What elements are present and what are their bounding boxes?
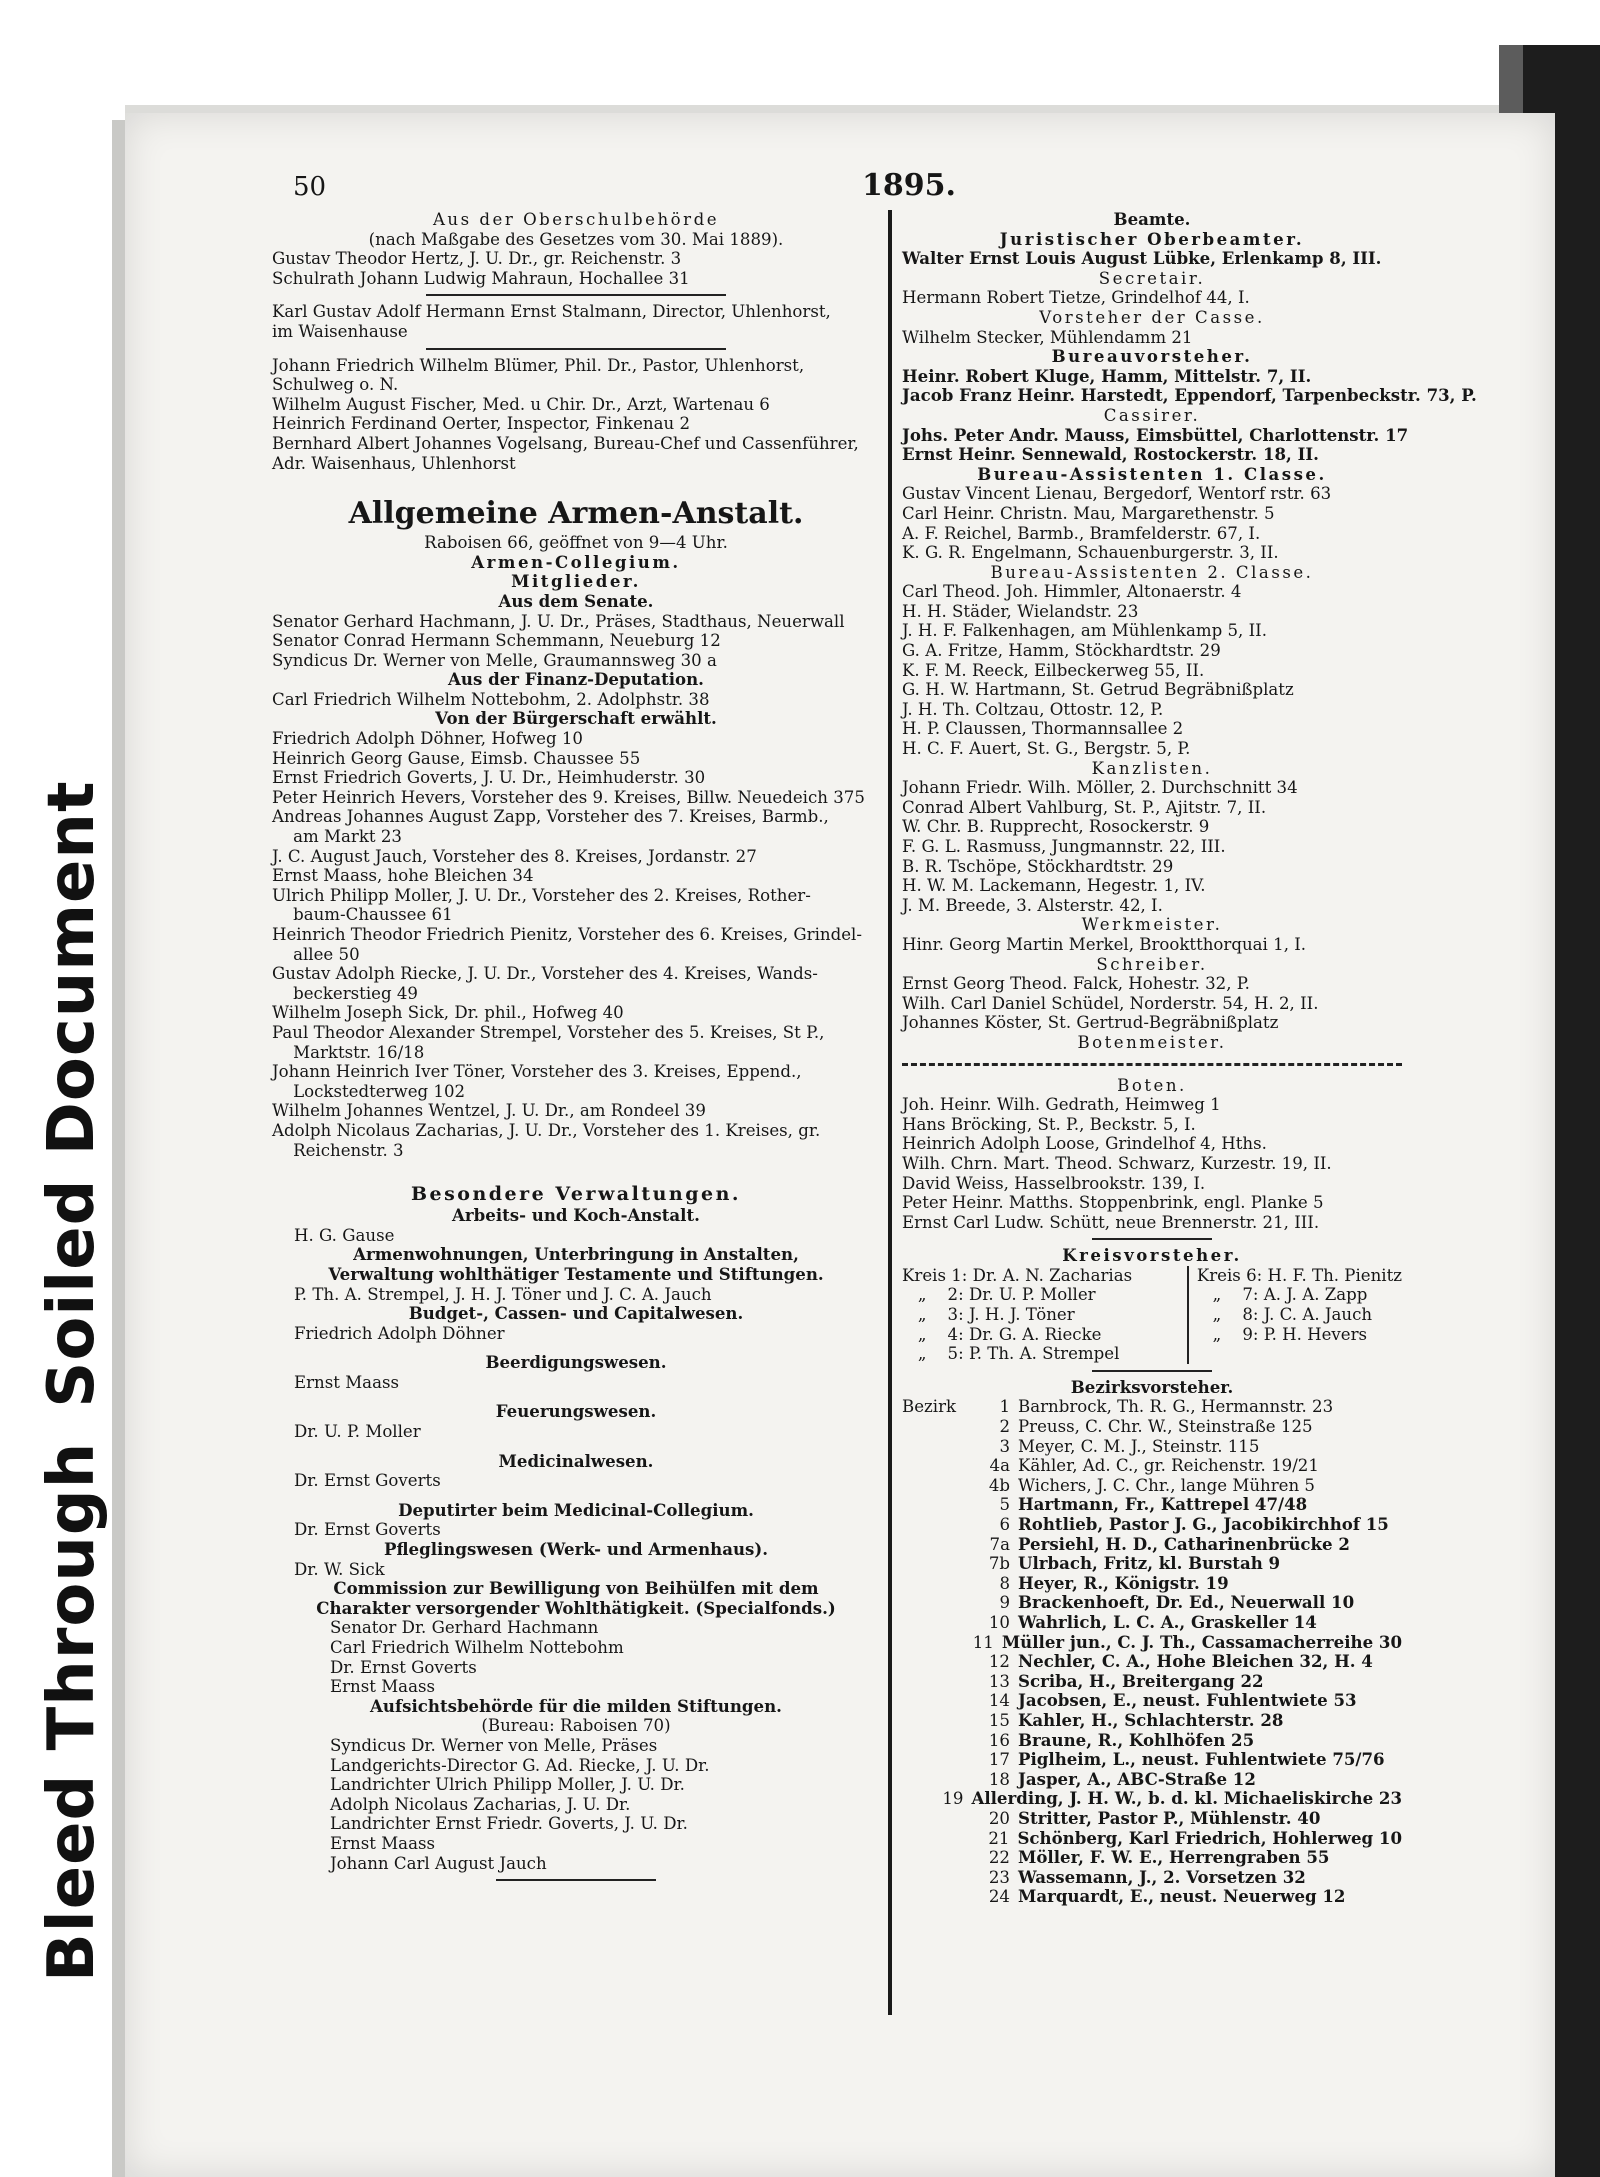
list-item: F. G. L. Rasmuss, Jungmannstr. 22, III. <box>902 837 1226 856</box>
list-item: Ernst Maass <box>330 1833 435 1853</box>
section-heading: Arbeits- und Koch-Anstalt. <box>452 1205 700 1226</box>
section-heading: Kreisvorsteher. <box>1062 1245 1242 1266</box>
list-item: Hans Bröcking, St. P., Beckstr. 5, I. <box>902 1114 1196 1134</box>
bezirk-label <box>902 1750 964 1770</box>
bezirk-label <box>902 1613 964 1633</box>
bezirk-list <box>902 1397 1402 1906</box>
list <box>272 1618 880 1696</box>
list-item: Conrad Albert Vahlburg, St. P., Ajitstr. 7, II. <box>902 797 1267 817</box>
bezirk-label <box>902 1731 964 1751</box>
bezirk-number: 3 <box>999 1436 1010 1456</box>
bezirk-row <box>902 1691 1402 1711</box>
list-item: Reichenstr. 3 <box>272 1140 404 1160</box>
bezirk-row <box>902 1456 1402 1476</box>
address-line: Raboisen 66, geöffnet von 9—4 Uhr. <box>424 533 728 553</box>
list-item: J. M. Breede, 3. Alsterstr. 42, I. <box>902 895 1163 915</box>
bezirk-label <box>902 1535 964 1555</box>
list-item: Ernst Carl Ludw. Schütt, neue Brennerstr. 21, III. <box>902 1212 1320 1232</box>
bezirk-row <box>902 1652 1402 1672</box>
text-line: Hinr. Georg Martin Merkel, Brooktthorquai 1, I. <box>902 934 1307 954</box>
bezirk-label <box>902 1809 964 1829</box>
list-item: H. P. Claussen, Thormannsallee 2 <box>902 719 1184 739</box>
bezirk-entry: Brackenhoeft, Dr. Ed., Neuerwall 10 <box>1018 1592 1355 1613</box>
list-item: Johann Friedr. Wilh. Möller, 2. Durchschnitt 34 <box>902 778 1298 798</box>
list-item: Syndicus Dr. Werner von Melle, Graumannsweg 30 a <box>272 650 717 670</box>
list <box>902 1266 1189 1364</box>
bezirk-entry: Scriba, H., Breitergang 22 <box>1018 1670 1264 1691</box>
column-divider <box>888 210 892 2015</box>
list-item: Ernst Friedrich Goverts, J. U. Dr., Heimhuderstr. 30 <box>272 768 706 788</box>
list-item: K. F. M. Reeck, Eilbeckerweg 55, II. <box>902 660 1205 680</box>
section-heading: Pfleglingswesen (Werk- und Armenhaus). <box>384 1539 768 1560</box>
list <box>902 582 1402 758</box>
list-item: Johann Friedrich Wilhelm Blümer, Phil. Dr., Pastor, Uhlenhorst, <box>272 355 805 375</box>
section-heading: Beamte. <box>1113 209 1191 229</box>
text-line: H. G. Gause <box>294 1225 395 1245</box>
list-item: Adolph Nicolaus Zacharias, J. U. Dr., Vorsteher des 1. Kreises, gr. <box>272 1120 821 1140</box>
bezirk-row <box>902 1789 1402 1809</box>
bezirk-number: 1 <box>999 1397 1010 1417</box>
list <box>272 1736 880 1873</box>
dashed-rule <box>902 1063 1402 1066</box>
bezirk-number: 4a <box>989 1456 1010 1476</box>
list-item: Senator Conrad Hermann Schemmann, Neueburg 12 <box>272 631 721 651</box>
bezirk-entry: Braune, R., Kohlhöfen 25 <box>1018 1729 1255 1750</box>
list-item: Bernhard Albert Johannes Vogelsang, Bureau-Chef und Cassenführer, <box>272 433 859 453</box>
list-item: Marktstr. 16/18 <box>272 1042 425 1062</box>
bezirk-label <box>902 1770 964 1790</box>
bezirk-row <box>902 1848 1402 1868</box>
bezirk-label <box>902 1593 964 1613</box>
bezirk-number: 16 <box>988 1730 1010 1750</box>
list-item: am Markt 23 <box>272 827 402 847</box>
list-item: Gustav Theodor Hertz, J. U. Dr., gr. Reichenstr. 3 <box>272 249 682 269</box>
stamp-soiled-document: Soiled Document <box>35 780 109 1408</box>
section-heading: Aus der Oberschulbehörde <box>432 210 720 229</box>
section-heading: Bureau-Assistenten 2. Classe. <box>990 562 1314 582</box>
bezirk-row <box>902 1574 1402 1594</box>
scan-quality-stamp <box>35 382 125 1982</box>
list-item: „ 9: P. H. Hevers <box>1196 1324 1368 1344</box>
bezirk-number: 22 <box>988 1848 1010 1868</box>
bezirk-number: 20 <box>988 1808 1010 1828</box>
bezirk-label <box>902 1691 964 1711</box>
list <box>902 1095 1402 1232</box>
section-heading: Deputirter beim Medicinal-Collegium. <box>398 1499 754 1520</box>
list-item: beckerstieg 49 <box>272 983 418 1003</box>
text-line: Dr. W. Sick <box>294 1559 385 1579</box>
section-heading: Juristischer Oberbeamter. <box>999 228 1305 249</box>
list-item: K. G. R. Engelmann, Schauenburgerstr. 3, II. <box>902 543 1279 563</box>
bezirk-row <box>902 1437 1402 1457</box>
list-item: G. H. W. Hartmann, St. Getrud Begräbnißplatz <box>902 680 1294 700</box>
list-item: Ulrich Philipp Moller, J. U. Dr., Vorsteher des 2. Kreises, Rother- <box>272 885 811 905</box>
bezirk-row <box>902 1633 1402 1653</box>
list-item: B. R. Tschöpe, Stöckhardtstr. 29 <box>902 856 1174 876</box>
bezirk-entry: Möller, F. W. E., Herrengraben 55 <box>1018 1847 1330 1868</box>
list-item: Peter Heinrich Hevers, Vorsteher des 9. Kreises, Billw. Neuedeich 375 <box>272 787 865 807</box>
rule <box>426 348 726 350</box>
bezirk-label <box>902 1829 964 1849</box>
text-line: Hermann Robert Tietze, Grindelhof 44, I. <box>902 288 1250 308</box>
list-item: Senator Dr. Gerhard Hachmann <box>330 1618 599 1638</box>
text-line: Ernst Maass <box>294 1372 399 1392</box>
bezirk-row <box>902 1711 1402 1731</box>
list-item: Schulrath Johann Ludwig Mahraun, Hochallee 31 <box>272 268 690 288</box>
section-heading: Charakter versorgender Wohlthätigkeit. (Specialfonds.) <box>316 1597 836 1618</box>
bezirk-label <box>902 1515 964 1535</box>
section-heading: Aus der Finanz-Deputation. <box>448 669 704 690</box>
page-number: 50 <box>293 172 327 202</box>
list-item: Kreis 6: H. F. Th. Pienitz <box>1196 1265 1402 1285</box>
list <box>1189 1266 1402 1364</box>
text-line: P. Th. A. Strempel, J. H. J. Töner und J. C. A. Jauch <box>294 1284 712 1304</box>
bezirk-entry: Müller jun., C. J. Th., Cassamacherreihe 30 <box>1001 1631 1402 1652</box>
list-item: A. F. Reichel, Barmb., Bramfelderstr. 67, I. <box>902 523 1261 543</box>
list-item: Karl Gustav Adolf Hermann Ernst Stalmann, Director, Uhlenhorst, <box>272 302 831 322</box>
list-item: im Waisenhause <box>272 321 408 341</box>
bezirk-entry: Jacobsen, E., neust. Fuhlentwiete 53 <box>1018 1690 1357 1711</box>
list-item: Landrichter Ulrich Philipp Moller, J. U. Dr. <box>330 1775 685 1795</box>
list-item: David Weiss, Hasselbrookstr. 139, I. <box>902 1173 1206 1193</box>
bezirk-number: 21 <box>988 1828 1010 1848</box>
list-item: J. H. F. Falkenhagen, am Mühlenkamp 5, II. <box>902 621 1267 641</box>
bezirk-entry: Kahler, H., Schlachterstr. 28 <box>1018 1709 1284 1730</box>
list-item: Heinrich Theodor Friedrich Pienitz, Vorsteher des 6. Kreises, Grindel- <box>272 925 862 944</box>
section-heading: Bureauvorsteher. <box>1051 346 1253 367</box>
bezirk-number: 14 <box>988 1691 1010 1711</box>
bezirk-label <box>902 1633 955 1653</box>
bezirk-entry: Wahrlich, L. C. A., Graskeller 14 <box>1018 1611 1317 1632</box>
rule <box>1092 1238 1212 1240</box>
text-line: Dr. Ernst Goverts <box>294 1471 441 1491</box>
section-heading: Secretair. <box>1098 268 1206 288</box>
section-subheading: (nach Maßgabe des Gesetzes vom 30. Mai 1889). <box>368 229 784 249</box>
list-item: Kreis 1: Dr. A. N. Zacharias <box>902 1265 1133 1285</box>
section-heading: Schreiber. <box>1096 954 1208 974</box>
list-item: Heinr. Robert Kluge, Hamm, Mittelstr. 7, II. <box>902 365 1312 386</box>
bezirk-row <box>902 1809 1402 1829</box>
bezirk-label <box>902 1495 964 1515</box>
list-item: Adolph Nicolaus Zacharias, J. U. Dr. <box>330 1794 631 1814</box>
bezirk-row <box>902 1535 1402 1555</box>
list <box>902 484 1402 562</box>
bezirk-entry: Wichers, J. C. Chr., lange Mühren 5 <box>1018 1475 1315 1495</box>
bezirk-entry: Piglheim, L., neust. Fuhlentwiete 75/76 <box>1018 1749 1385 1770</box>
list-item: Paul Theodor Alexander Strempel, Vorsteher des 5. Kreises, St P., <box>272 1022 825 1042</box>
list-item: Senator Gerhard Hachmann, J. U. Dr., Präses, Stadthaus, Neuerwall <box>272 611 845 631</box>
list-item: H. H. Städer, Wielandstr. 23 <box>902 601 1139 621</box>
list-item: Wilhelm Joseph Sick, Dr. phil., Hofweg 40 <box>272 1003 624 1023</box>
bezirk-row <box>902 1613 1402 1633</box>
bezirk-number: 19 <box>942 1789 964 1809</box>
section-heading: Armenwohnungen, Unterbringung in Anstalten, <box>353 1244 799 1265</box>
list-item: Heinrich Ferdinand Oerter, Inspector, Finkenau 2 <box>272 414 691 434</box>
bezirk-number: 18 <box>988 1769 1010 1789</box>
bezirk-label <box>902 1554 964 1574</box>
list-item: baum-Chaussee 61 <box>272 905 453 925</box>
bezirk-entry: Marquardt, E., neust. Neuerweg 12 <box>1018 1886 1346 1907</box>
list-item: Jacob Franz Heinr. Harstedt, Eppendorf, Tarpenbeckstr. 73, P. <box>902 385 1477 406</box>
list <box>272 612 880 671</box>
bezirk-row <box>902 1672 1402 1692</box>
list <box>902 424 1409 465</box>
bezirk-label <box>902 1417 964 1437</box>
list-item: Carl Theod. Joh. Himmler, Altonaerstr. 4 <box>902 582 1242 602</box>
bezirk-row <box>902 1750 1402 1770</box>
bezirk-entry: Jasper, A., ABC-Straße 12 <box>1018 1768 1256 1789</box>
list-item: Heinrich Georg Gause, Eimsb. Chaussee 55 <box>272 748 641 768</box>
list-item: Carl Heinr. Christn. Mau, Margarethenstr. 5 <box>902 503 1275 523</box>
list-item: allee 50 <box>272 944 360 964</box>
list-item: Ernst Heinr. Sennewald, Rostockerstr. 18, II. <box>902 444 1319 465</box>
bezirk-number: 23 <box>988 1867 1010 1887</box>
section-heading: Commission zur Bewilligung von Beihülfen mit dem <box>333 1578 819 1599</box>
bezirk-row <box>902 1887 1402 1907</box>
list-item: Friedrich Adolph Döhner, Hofweg 10 <box>272 729 583 749</box>
bezirk-row <box>902 1476 1402 1496</box>
list-item: Adr. Waisenhaus, Uhlenhorst <box>272 453 516 473</box>
bezirk-label <box>902 1476 964 1496</box>
bezirk-number: 9 <box>999 1593 1010 1613</box>
bezirk-number: 8 <box>999 1573 1010 1593</box>
list-item: Wilh. Carl Daniel Schüdel, Norderstr. 54, H. 2, II. <box>902 993 1319 1013</box>
section-heading: Besondere Verwaltungen. <box>410 1183 742 1206</box>
list-item: G. A. Fritze, Hamm, Stöckhardtstr. 29 <box>902 641 1221 661</box>
section-heading: Budget-, Cassen- und Capitalwesen. <box>408 1303 744 1324</box>
section-heading: Werkmeister. <box>1081 915 1223 935</box>
bezirk-number: 6 <box>999 1515 1010 1534</box>
section-heading: Beerdigungswesen. <box>485 1352 667 1373</box>
scan-border-top <box>0 0 1600 45</box>
bezirk-entry: Stritter, Pastor P., Mühlenstr. 40 <box>1018 1807 1321 1828</box>
list-item: Joh. Heinr. Wilh. Gedrath, Heimweg 1 <box>902 1095 1221 1115</box>
bezirk-number: 24 <box>988 1887 1010 1907</box>
bezirk-label <box>902 1868 964 1888</box>
section-heading: Armen-Collegium. <box>471 551 681 572</box>
list-item: W. Chr. B. Rupprecht, Rosockerstr. 9 <box>902 817 1210 837</box>
section-heading: Kanzlisten. <box>1091 758 1213 778</box>
bezirk-entry: Kähler, Ad. C., gr. Reichenstr. 19/21 <box>1018 1456 1319 1476</box>
bezirk-number: 12 <box>988 1652 1010 1672</box>
bezirk-entry: Hartmann, Fr., Kattrepel 47/48 <box>1018 1494 1308 1515</box>
section-heading: Verwaltung wohlthätiger Testamente und Stiftungen. <box>328 1263 824 1284</box>
list-item: H. W. M. Lackemann, Hegestr. 1, IV. <box>902 876 1206 896</box>
list-item: „ 2: Dr. U. P. Moller <box>902 1285 1096 1305</box>
list-item: Landrichter Ernst Friedr. Goverts, J. U. Dr. <box>330 1814 688 1834</box>
bezirk-entry: Ulrbach, Fritz, kl. Burstah 9 <box>1018 1553 1281 1574</box>
list-item: Gustav Adolph Riecke, J. U. Dr., Vorsteher des 4. Kreises, Wands- <box>272 964 818 984</box>
list-item: Johannes Köster, St. Gertrud-Begräbnißplatz <box>902 1013 1279 1033</box>
text-line: Dr. Ernst Goverts <box>294 1520 441 1540</box>
list-item: J. H. Th. Coltzau, Ottostr. 12, P. <box>902 699 1164 719</box>
bezirk-row <box>902 1829 1402 1849</box>
section-heading: Botenmeister. <box>1077 1032 1227 1052</box>
bezirk-entry: Meyer, C. M. J., Steinstr. 115 <box>1018 1436 1260 1456</box>
bezirk-number: 4b <box>988 1475 1010 1495</box>
text-line: Carl Friedrich Wilhelm Nottebohm, 2. Adolphstr. 38 <box>272 689 710 709</box>
list-item: H. C. F. Auert, St. G., Bergstr. 5, P. <box>902 739 1191 759</box>
list-item: Syndicus Dr. Werner von Melle, Präses <box>330 1735 658 1755</box>
list-item: „ 4: Dr. G. A. Riecke <box>902 1324 1102 1344</box>
text-line: Friedrich Adolph Döhner <box>294 1323 505 1343</box>
bezirk-label <box>902 1789 937 1809</box>
list-item: Lockstedterweg 102 <box>272 1081 466 1101</box>
list-item: Gustav Vincent Lienau, Bergedorf, Wentorf rstr. 63 <box>902 484 1332 504</box>
section-heading: Von der Bürgerschaft erwählt. <box>435 708 717 729</box>
left-column <box>272 210 880 1887</box>
section-heading: Bureau-Assistenten 1. Classe. <box>977 463 1327 484</box>
right-column <box>902 209 1477 1907</box>
bezirk-row <box>902 1417 1402 1437</box>
rule <box>426 294 726 296</box>
bezirk-number: 7a <box>989 1534 1010 1554</box>
list-item: Wilhelm August Fischer, Med. u Chir. Dr., Arzt, Wartenau 6 <box>272 394 770 414</box>
section-heading: Bezirksvorsteher. <box>1070 1376 1234 1397</box>
list-item: Johs. Peter Andr. Mauss, Eimsbüttel, Charlottenstr. 17 <box>902 424 1409 445</box>
bezirk-number: 5 <box>999 1495 1010 1515</box>
bezirk-entry: Rohtlieb, Pastor J. G., Jacobikirchhof 15 <box>1018 1514 1389 1534</box>
section-heading: Vorsteher der Casse. <box>1039 307 1265 327</box>
bezirk-row <box>902 1868 1402 1888</box>
text-line: Wilhelm Stecker, Mühlendamm 21 <box>902 327 1193 347</box>
list-item: Landgerichts-Director G. Ad. Riecke, J. U. Dr. <box>330 1755 710 1775</box>
bezirk-label <box>902 1437 964 1457</box>
bezirk-label <box>902 1711 964 1731</box>
section-heading: Cassirer. <box>1103 405 1201 425</box>
bezirk-number: 10 <box>988 1612 1010 1632</box>
list <box>902 778 1402 915</box>
list-item: J. C. August Jauch, Vorsteher des 8. Kreises, Jordanstr. 27 <box>272 846 757 866</box>
list <box>272 729 880 1160</box>
bezirk-label <box>902 1652 964 1672</box>
list <box>272 302 880 341</box>
bezirk-label <box>902 1456 964 1476</box>
list-item: „ 5: P. Th. A. Strempel <box>902 1344 1120 1364</box>
bezirk-entry: Heyer, R., Königstr. 19 <box>1018 1572 1229 1593</box>
list-item: „ 8: J. C. A. Jauch <box>1196 1305 1373 1325</box>
list-item: Carl Friedrich Wilhelm Nottebohm <box>330 1638 624 1657</box>
list-item: „ 7: A. J. A. Zapp <box>1196 1285 1368 1305</box>
list-item: Dr. Ernst Goverts <box>330 1657 477 1677</box>
bezirk-number: 17 <box>988 1750 1010 1770</box>
bezirk-number: 13 <box>988 1671 1010 1691</box>
section-heading: Aufsichtsbehörde für die milden Stiftungen. <box>370 1695 782 1716</box>
rule <box>496 1879 656 1881</box>
list-item: „ 3: J. H. J. Töner <box>902 1305 1075 1325</box>
bezirk-entry: Schönberg, Karl Friedrich, Hohlerweg 10 <box>1017 1827 1402 1848</box>
rule <box>1092 1370 1212 1372</box>
list-item: Wilh. Chrn. Mart. Theod. Schwarz, Kurzestr. 19, II. <box>902 1153 1332 1173</box>
list-item: Heinrich Adolph Loose, Grindelhof 4, Hths. <box>902 1134 1267 1154</box>
bezirk-label <box>902 1887 964 1907</box>
list-item: Andreas Johannes August Zapp, Vorsteher des 7. Kreises, Barmb., <box>272 807 829 827</box>
bezirk-number: 7b <box>988 1554 1010 1574</box>
bezirk-row <box>902 1731 1402 1751</box>
list-item: Schulweg o. N. <box>272 375 399 395</box>
bezirk-number: 2 <box>999 1417 1010 1437</box>
kreis-table <box>902 1266 1402 1364</box>
list-item: Ernst Georg Theod. Falck, Hohestr. 32, P. <box>902 974 1250 994</box>
bezirk-number: 15 <box>988 1710 1010 1730</box>
bezirk-entry: Persiehl, H. D., Catharinenbrücke 2 <box>1018 1533 1350 1554</box>
section-heading: Aus dem Senate. <box>498 590 654 611</box>
bezirk-row <box>902 1515 1402 1535</box>
bezirk-entry: Nechler, C. A., Hohe Bleichen 32, H. 4 <box>1018 1651 1373 1672</box>
text-line: Walter Ernst Louis August Lübke, Erlenkamp 8, III. <box>902 248 1382 269</box>
section-heading: Medicinalwesen. <box>498 1450 654 1471</box>
bezirk-number: 11 <box>972 1632 994 1652</box>
bezirk-row <box>902 1495 1402 1515</box>
text-line: Dr. U. P. Moller <box>294 1422 421 1442</box>
bezirk-row <box>902 1397 1402 1417</box>
bezirk-row <box>902 1554 1402 1574</box>
list-item: Johann Carl August Jauch <box>330 1853 547 1873</box>
section-subheading: (Bureau: Raboisen 70) <box>481 1716 671 1736</box>
list-item: Johann Heinrich Iver Töner, Vorsteher des 3. Kreises, Eppend., <box>272 1062 802 1082</box>
list-item: Ernst Maass, hohe Bleichen 34 <box>272 866 534 886</box>
list <box>902 365 1477 406</box>
list-item: Ernst Maass <box>330 1677 435 1697</box>
section-title: Allgemeine Armen-Anstalt. <box>348 496 804 532</box>
stamp-bleed-through: Bleed Through <box>35 1441 109 1982</box>
bezirk-entry: Preuss, C. Chr. W., Steinstraße 125 <box>1018 1417 1313 1437</box>
section-heading: Boten. <box>1117 1075 1187 1095</box>
section-heading: Feuerungswesen. <box>495 1401 657 1422</box>
bezirk-entry: Allerding, J. H. W., b. d. kl. Michaeliskirche 23 <box>971 1788 1402 1809</box>
list <box>272 356 880 474</box>
bezirk-row <box>902 1593 1402 1613</box>
bezirk-label <box>902 1672 964 1692</box>
list-item: Wilhelm Johannes Wentzel, J. U. Dr., am Rondeel 39 <box>272 1101 706 1121</box>
section-heading: Mitglieder. <box>511 571 641 592</box>
list <box>272 249 880 288</box>
bezirk-label <box>902 1848 964 1868</box>
list-item: Peter Heinr. Matths. Stoppenbrink, engl. Planke 5 <box>902 1193 1324 1213</box>
bezirk-entry: Wassemann, J., 2. Vorsetzen 32 <box>1018 1866 1306 1887</box>
bezirk-label: Bezirk <box>902 1397 957 1417</box>
bezirk-label <box>902 1574 964 1594</box>
bezirk-row <box>902 1770 1402 1790</box>
page-year: 1895. <box>862 168 956 203</box>
bezirk-entry: Barnbrock, Th. R. G., Hermannstr. 23 <box>1018 1397 1334 1417</box>
list <box>902 974 1402 1033</box>
